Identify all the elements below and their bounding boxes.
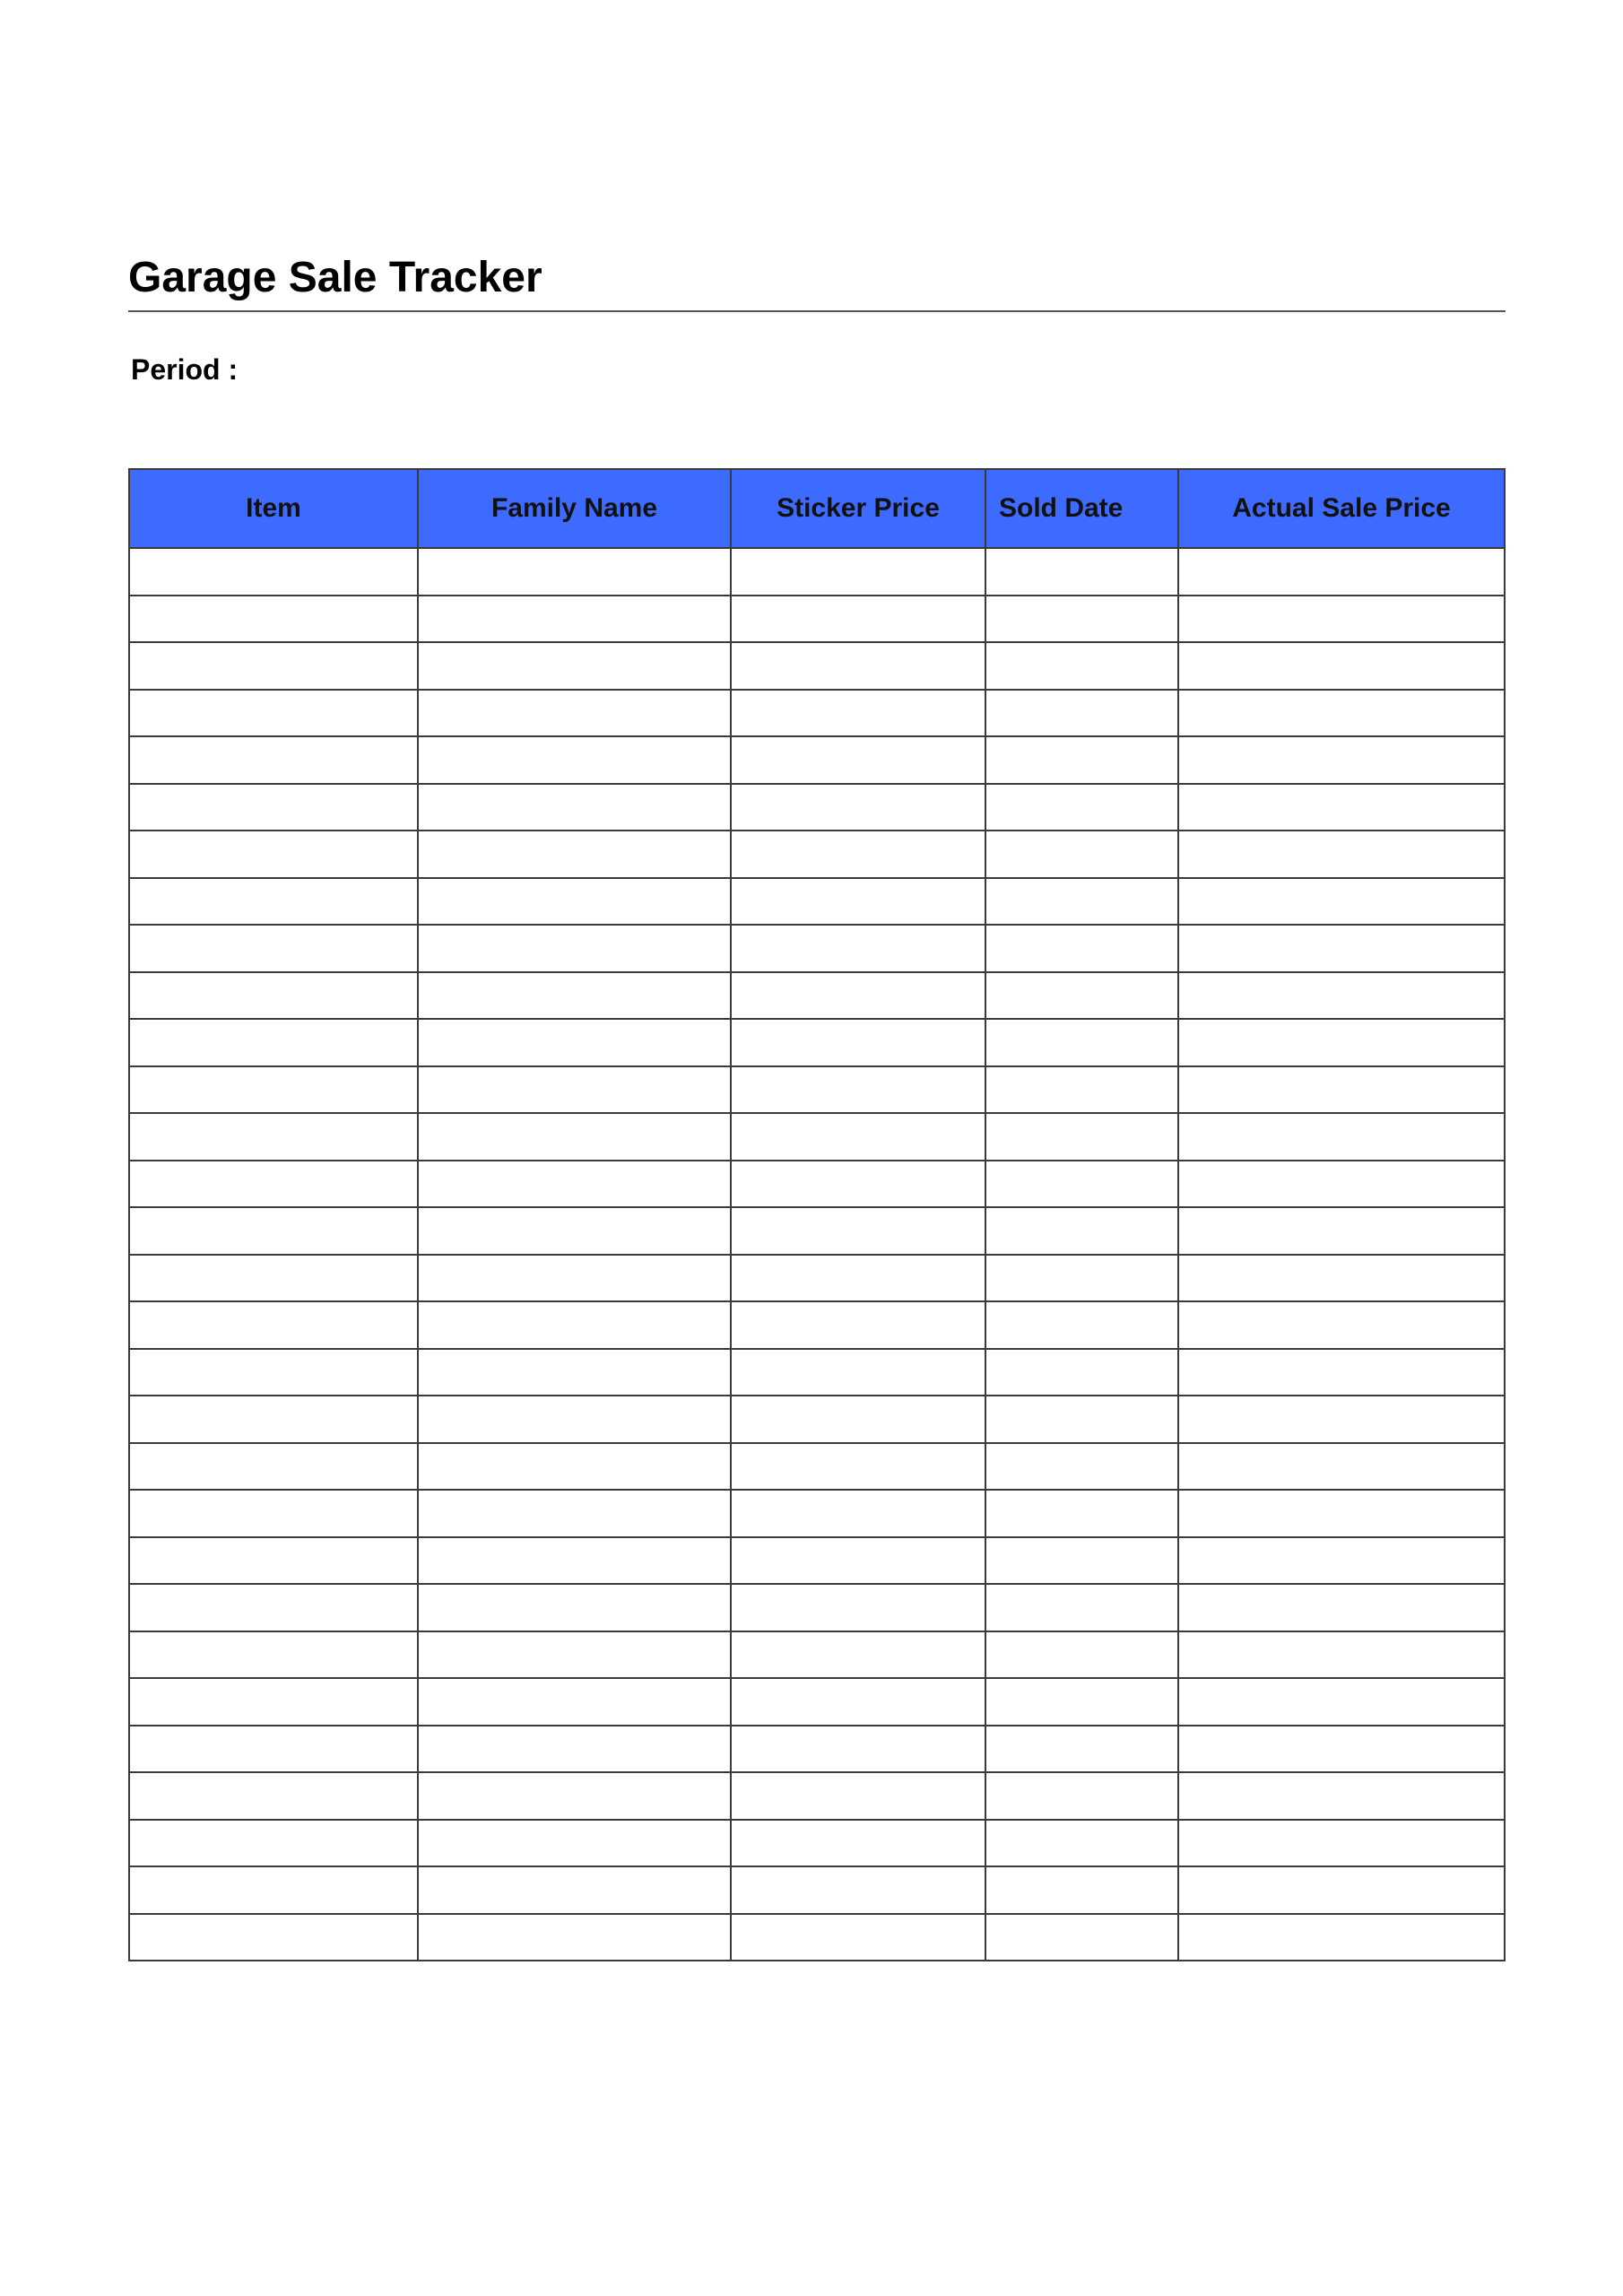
cell-sticker-price[interactable]	[731, 1820, 985, 1867]
cell-sold-date[interactable]	[985, 1349, 1178, 1396]
cell-family-name[interactable]	[418, 831, 731, 878]
table-row	[129, 1820, 1505, 1867]
title-divider	[128, 310, 1506, 312]
cell-actual-sale-price[interactable]	[1178, 1678, 1505, 1726]
cell-actual-sale-price[interactable]	[1178, 1255, 1505, 1302]
cell-sticker-price[interactable]	[731, 596, 985, 643]
cell-sticker-price[interactable]	[731, 1396, 985, 1443]
table-row	[129, 596, 1505, 643]
cell-sticker-price[interactable]	[731, 1584, 985, 1631]
cell-family-name[interactable]	[418, 1349, 731, 1396]
cell-actual-sale-price[interactable]	[1178, 1396, 1505, 1443]
cell-item[interactable]	[129, 972, 418, 1020]
cell-sticker-price[interactable]	[731, 784, 985, 831]
cell-item[interactable]	[129, 1678, 418, 1726]
cell-actual-sale-price[interactable]	[1178, 1301, 1505, 1349]
cell-actual-sale-price[interactable]	[1178, 925, 1505, 972]
cell-sold-date[interactable]	[985, 1631, 1178, 1679]
cell-actual-sale-price[interactable]	[1178, 690, 1505, 737]
cell-sticker-price[interactable]	[731, 548, 985, 596]
cell-item[interactable]	[129, 878, 418, 926]
cell-item[interactable]	[129, 690, 418, 737]
cell-family-name[interactable]	[418, 1678, 731, 1726]
cell-item[interactable]	[129, 1161, 418, 1208]
cell-actual-sale-price[interactable]	[1178, 736, 1505, 784]
cell-sold-date[interactable]	[985, 831, 1178, 878]
table-row	[129, 690, 1505, 737]
cell-sold-date[interactable]	[985, 972, 1178, 1020]
table-row	[129, 1161, 1505, 1208]
cell-actual-sale-price[interactable]	[1178, 1443, 1505, 1491]
table-row	[129, 1066, 1505, 1114]
cell-item[interactable]	[129, 642, 418, 690]
cell-item[interactable]	[129, 1631, 418, 1679]
cell-sticker-price[interactable]	[731, 1349, 985, 1396]
cell-actual-sale-price[interactable]	[1178, 1113, 1505, 1161]
cell-family-name[interactable]	[418, 736, 731, 784]
cell-item[interactable]	[129, 1301, 418, 1349]
cell-sticker-price[interactable]	[731, 1066, 985, 1114]
table-row	[129, 1866, 1505, 1914]
cell-sticker-price[interactable]	[731, 1301, 985, 1349]
cell-sold-date[interactable]	[985, 1443, 1178, 1491]
cell-family-name[interactable]	[418, 972, 731, 1020]
cell-item[interactable]	[129, 925, 418, 972]
cell-sold-date[interactable]	[985, 1113, 1178, 1161]
cell-actual-sale-price[interactable]	[1178, 1349, 1505, 1396]
cell-item[interactable]	[129, 1207, 418, 1255]
cell-sticker-price[interactable]	[731, 1866, 985, 1914]
cell-sold-date[interactable]	[985, 1584, 1178, 1631]
cell-sticker-price[interactable]	[731, 925, 985, 972]
cell-item[interactable]	[129, 1443, 418, 1491]
cell-item[interactable]	[129, 1914, 418, 1961]
cell-actual-sale-price[interactable]	[1178, 878, 1505, 926]
cell-family-name[interactable]	[418, 1584, 731, 1631]
table-row	[129, 1301, 1505, 1349]
cell-sold-date[interactable]	[985, 1537, 1178, 1585]
cell-sticker-price[interactable]	[731, 1914, 985, 1961]
cell-sold-date[interactable]	[985, 1396, 1178, 1443]
cell-family-name[interactable]	[418, 548, 731, 596]
cell-sold-date[interactable]	[985, 1207, 1178, 1255]
cell-sold-date[interactable]	[985, 690, 1178, 737]
cell-item[interactable]	[129, 1866, 418, 1914]
cell-sticker-price[interactable]	[731, 972, 985, 1020]
cell-sold-date[interactable]	[985, 1914, 1178, 1961]
cell-item[interactable]	[129, 1349, 418, 1396]
tracker-table	[128, 468, 1506, 1961]
cell-actual-sale-price[interactable]	[1178, 1490, 1505, 1537]
cell-family-name[interactable]	[418, 1537, 731, 1585]
table-row	[129, 1113, 1505, 1161]
cell-item[interactable]	[129, 831, 418, 878]
cell-actual-sale-price[interactable]	[1178, 1866, 1505, 1914]
cell-family-name[interactable]	[418, 1631, 731, 1679]
table-row	[129, 1772, 1505, 1820]
cell-family-name[interactable]	[418, 642, 731, 690]
cell-item[interactable]	[129, 1113, 418, 1161]
table-row	[129, 925, 1505, 972]
cell-item[interactable]	[129, 1726, 418, 1773]
cell-sold-date[interactable]	[985, 1066, 1178, 1114]
cell-sold-date[interactable]	[985, 1301, 1178, 1349]
cell-item[interactable]	[129, 1490, 418, 1537]
cell-family-name[interactable]	[418, 1820, 731, 1867]
cell-family-name[interactable]	[418, 1396, 731, 1443]
cell-sticker-price[interactable]	[731, 1631, 985, 1679]
column-header-sold-date: Sold Date	[985, 469, 1178, 548]
cell-sticker-price[interactable]	[731, 878, 985, 926]
cell-item[interactable]	[129, 1019, 418, 1066]
cell-sold-date[interactable]	[985, 925, 1178, 972]
table-row	[129, 1678, 1505, 1726]
cell-sold-date[interactable]	[985, 1019, 1178, 1066]
cell-sold-date[interactable]	[985, 1678, 1178, 1726]
table-row	[129, 831, 1505, 878]
table-row	[129, 642, 1505, 690]
cell-actual-sale-price[interactable]	[1178, 784, 1505, 831]
cell-actual-sale-price[interactable]	[1178, 1631, 1505, 1679]
cell-family-name[interactable]	[418, 1726, 731, 1773]
table-row	[129, 1490, 1505, 1537]
cell-sticker-price[interactable]	[731, 1678, 985, 1726]
cell-sold-date[interactable]	[985, 1490, 1178, 1537]
cell-actual-sale-price[interactable]	[1178, 1019, 1505, 1066]
cell-sticker-price[interactable]	[731, 1161, 985, 1208]
cell-sticker-price[interactable]	[731, 1490, 985, 1537]
column-header-actual-sale-price: Actual Sale Price	[1178, 469, 1505, 548]
cell-sold-date[interactable]	[985, 596, 1178, 643]
cell-sold-date[interactable]	[985, 1866, 1178, 1914]
cell-actual-sale-price[interactable]	[1178, 831, 1505, 878]
table-row	[129, 548, 1505, 596]
cell-actual-sale-price[interactable]	[1178, 972, 1505, 1020]
table-header-row	[129, 469, 1505, 548]
cell-item[interactable]	[129, 1820, 418, 1867]
cell-sticker-price[interactable]	[731, 1726, 985, 1773]
cell-sold-date[interactable]	[985, 736, 1178, 784]
cell-actual-sale-price[interactable]	[1178, 1726, 1505, 1773]
cell-family-name[interactable]	[418, 596, 731, 643]
cell-item[interactable]	[129, 1255, 418, 1302]
cell-family-name[interactable]	[418, 878, 731, 926]
cell-sold-date[interactable]	[985, 548, 1178, 596]
cell-item[interactable]	[129, 1772, 418, 1820]
cell-actual-sale-price[interactable]	[1178, 548, 1505, 596]
table-body	[129, 548, 1505, 1961]
table-row	[129, 784, 1505, 831]
cell-actual-sale-price[interactable]	[1178, 1066, 1505, 1114]
cell-item[interactable]	[129, 548, 418, 596]
cell-family-name[interactable]	[418, 690, 731, 737]
cell-sticker-price[interactable]	[731, 831, 985, 878]
cell-sticker-price[interactable]	[731, 1019, 985, 1066]
table-row	[129, 1631, 1505, 1679]
cell-actual-sale-price[interactable]	[1178, 642, 1505, 690]
cell-sticker-price[interactable]	[731, 1207, 985, 1255]
table-row	[129, 1255, 1505, 1302]
table-row	[129, 1584, 1505, 1631]
cell-sticker-price[interactable]	[731, 1443, 985, 1491]
cell-sold-date[interactable]	[985, 642, 1178, 690]
cell-family-name[interactable]	[418, 1113, 731, 1161]
table-row	[129, 1914, 1505, 1961]
table-row	[129, 878, 1505, 926]
cell-sold-date[interactable]	[985, 784, 1178, 831]
table-row	[129, 1443, 1505, 1491]
cell-sticker-price[interactable]	[731, 736, 985, 784]
cell-actual-sale-price[interactable]	[1178, 1207, 1505, 1255]
table-row	[129, 736, 1505, 784]
cell-actual-sale-price[interactable]	[1178, 1914, 1505, 1961]
cell-family-name[interactable]	[418, 1161, 731, 1208]
column-header-item: Item	[129, 469, 418, 548]
cell-family-name[interactable]	[418, 1866, 731, 1914]
cell-sold-date[interactable]	[985, 1161, 1178, 1208]
cell-item[interactable]	[129, 784, 418, 831]
cell-family-name[interactable]	[418, 1301, 731, 1349]
cell-item[interactable]	[129, 1066, 418, 1114]
cell-family-name[interactable]	[418, 1443, 731, 1491]
cell-item[interactable]	[129, 1537, 418, 1585]
cell-sticker-price[interactable]	[731, 1772, 985, 1820]
table-row	[129, 1019, 1505, 1066]
table-row	[129, 1726, 1505, 1773]
cell-item[interactable]	[129, 1584, 418, 1631]
table-row	[129, 1349, 1505, 1396]
cell-family-name[interactable]	[418, 1019, 731, 1066]
cell-actual-sale-price[interactable]	[1178, 1820, 1505, 1867]
column-header-sticker-price: Sticker Price	[731, 469, 985, 548]
table-row	[129, 1537, 1505, 1585]
cell-family-name[interactable]	[418, 784, 731, 831]
cell-sold-date[interactable]	[985, 1820, 1178, 1867]
cell-sticker-price[interactable]	[731, 1255, 985, 1302]
period-label: Period :	[131, 353, 239, 386]
cell-sold-date[interactable]	[985, 1726, 1178, 1773]
cell-family-name[interactable]	[418, 1914, 731, 1961]
cell-family-name[interactable]	[418, 1490, 731, 1537]
cell-family-name[interactable]	[418, 1066, 731, 1114]
cell-actual-sale-price[interactable]	[1178, 1772, 1505, 1820]
cell-actual-sale-price[interactable]	[1178, 596, 1505, 643]
cell-actual-sale-price[interactable]	[1178, 1584, 1505, 1631]
cell-sold-date[interactable]	[985, 1772, 1178, 1820]
cell-family-name[interactable]	[418, 1772, 731, 1820]
cell-family-name[interactable]	[418, 925, 731, 972]
cell-family-name[interactable]	[418, 1255, 731, 1302]
table-row	[129, 972, 1505, 1020]
cell-sticker-price[interactable]	[731, 1537, 985, 1585]
cell-actual-sale-price[interactable]	[1178, 1161, 1505, 1208]
cell-sold-date[interactable]	[985, 878, 1178, 926]
cell-item[interactable]	[129, 736, 418, 784]
table-row	[129, 1207, 1505, 1255]
cell-actual-sale-price[interactable]	[1178, 1537, 1505, 1585]
cell-sold-date[interactable]	[985, 1255, 1178, 1302]
cell-sticker-price[interactable]	[731, 690, 985, 737]
cell-sticker-price[interactable]	[731, 1113, 985, 1161]
cell-sticker-price[interactable]	[731, 642, 985, 690]
page-title: Garage Sale Tracker	[128, 254, 542, 301]
cell-family-name[interactable]	[418, 1207, 731, 1255]
table-row	[129, 1396, 1505, 1443]
cell-item[interactable]	[129, 1396, 418, 1443]
cell-item[interactable]	[129, 596, 418, 643]
column-header-family-name: Family Name	[418, 469, 731, 548]
